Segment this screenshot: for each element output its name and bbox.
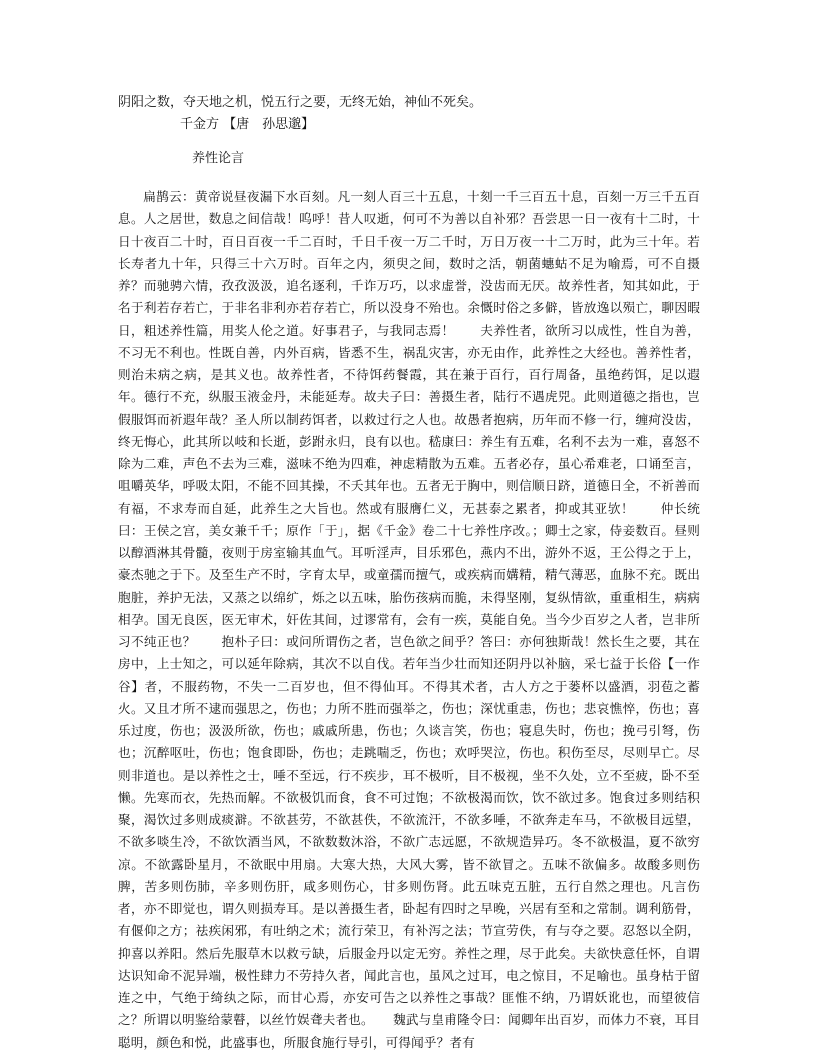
opening-line: 阴阳之数，夺天地之机，悦五行之要，无终无始，神仙不死矣。 [118,95,483,110]
source-citation: 千金方 【唐 孙思邈】 [180,117,315,132]
section-title: 养性论言 [192,151,245,166]
body-paragraph: 扁鹊云：黄帝说昼夜漏下水百刻。凡一刻人百三十五息，十刻一千三百五十息，百刻一万三千五百息。人之居世，数息之间信哉！呜呼！昔人叹逝，何可不为善以自补邪？吾尝思一日一夜有十二时，十日十夜百二十时，百日百夜一千二百时，千日千夜一万二千时，万日万夜一十二万时，此为三十年。若长寿者九十年，只得三十六万时。百年之内，须臾之间，数时之活，朝菌蟪蛄不足为喻焉，可不自摄养？而驰骋六情，孜孜汲汲，追名逐利，千诈万巧，以求虚誉，没齿而无厌。故养性者，知其如此，于名于利若存若亡，于非名非利亦若存若亡，所以没身不殆也。余慨时俗之多僻，皆放逸以殒亡，聊因暇日，粗述养性篇，用奖人伦之道。好事君子，与我同志焉！ 夫养性者，欲所习以成性，性自为善，不习无不利也。性既自善，内外百病，皆悉不生，祸乱灾害，亦无由作，此养性之大经也。善养性者，则治未病之病，是其义也。故养性者，不待饵药餐霞，其在兼于百行，百行周备，虽绝药饵，足以遐年。德行不充，纵服玉液金丹，未能延寿。故夫子曰：善摄生者，陆行不遇虎兕。此则道德之指也，岂假服饵而祈遐年哉？圣人所以制药饵者，以救过行之人也。故愚者抱病，历年而不修一行，缠疴没齿，终无悔心，此其所以岐和长逝，彭跗永归，良有以也。嵇康曰：养生有五难，名利不去为一难，喜怒不除为二难，声色不去为三难，滋味不绝为四难，神虑精散为五难。五者必存，虽心希难老，口诵至言，咀嚼英华，呼吸太阳，不能不回其操，不夭其年也。五者无于胸中，则信顺日跻，道德日全，不祈善而有福，不求寿而自延，此养生之大旨也。然或有服膺仁义，无甚泰之累者，抑或其亚欤！ 仲长统曰：王侯之宫，美女兼千千；原作「于」，据《千金》卷二十七养性序改。；卿士之家，侍妾数百。昼则以醇酒淋其骨髓，夜则于房室输其血气。耳听淫声，目乐邪色，燕内不出，游外不返，王公得之于上，豪杰驰之于下。及至生产不时，字育太早，或童孺而擅气，或疾病而媾精，精气薄恶，血脉不充。既出胞脏，养护无法，又蒸之以绵纩，烁之以五味，胎伤孩病而脆，未得坚刚，复纵情欲，重重相生，病病相孕。国无良医，医无审术，奸佐其间，过谬常有，会有一疾，莫能自免。当今少百岁之人者，岂非所习不纯正也？ 抱朴子曰：或问所谓伤之者，岂色欲之间乎？答曰：亦何独斯哉！然长生之要，其在房中，上士知之，可以延年除病，其次不以自伐。若年当少壮而知还阴丹以补脑，采七益于长俗【一作谷】者，不服药物，不失一二百岁也，但不得仙耳。不得其术者，古人方之于蒌杯以盛酒，羽苞之蓄火。又且才所不逮而强思之，伤也；力所不胜而强举之，伤也；深忧重恚，伤也；悲哀憔悴，伤也；喜乐过度，伤也；汲汲所欲，伤也；戚戚所患，伤也；久谈言笑，伤也；寝息失时，伤也；挽弓引弩，伤也；沉醉呕吐，伤也；饱食即卧，伤也；走跳喘乏，伤也；欢呼哭泣，伤也。积伤至尽，尽则早亡。尽则非道也。是以养性之士，唾不至远，行不疾步，耳不极听，目不极视，坐不久处，立不至疲，卧不至懒。先寒而衣，先热而解。不欲极饥而食，食不可过饱；不欲极渴而饮，饮不欲过多。饱食过多则结积聚，渴饮过多则成痰澼。不欲甚劳，不欲甚佚，不欲流汗，不欲多唾，不欲奔走车马，不欲极目远望，不欲多啖生冷，不欲饮酒当风，不欲数数沐浴，不欲广志远愿，不欲规造异巧。冬不欲极温，夏不欲穷凉。不欲露卧星月，不欲眠中用扇。大寒大热，大风大雾，皆不欲冒之。五味不欲偏多。故酸多则伤脾，苦多则伤肺，辛多则伤肝，咸多则伤心，甘多则伤肾。此五味克五脏，五行自然之理也。凡言伤者，亦不即觉也，谓久则损寿耳。是以善摄生者，卧起有四时之早晚，兴居有至和之常制。调利筋骨，有偃仰之方；祛疾闲邪，有吐纳之术；流行荣卫，有补泻之法；节宣劳佚，有与夺之要。忍怒以全阴，抑喜以养阳。然后先服草木以救亏缺，后服金丹以定无穷。养性之理，尽于此矣。夫欲快意任怀，自谓达识知命不泥异端，极性肆力不劳持久者，闻此言也，虽风之过耳，电之惊目，不足喻也。虽身枯于留连之中，气绝于绮纨之际，而甘心焉，亦安可告之以养性之事哉？匪惟不纳，乃谓妖讹也，而望彼信之？所谓以明鉴给蒙瞽，以丝竹娱聋夫者也。 魏武与皇甫隆令曰：闻卿年出百岁，而体力不衰，耳目聪明，颜色和悦，此盛事也，所服食施行导引，可得闻乎？者有 [118,189,700,1050]
